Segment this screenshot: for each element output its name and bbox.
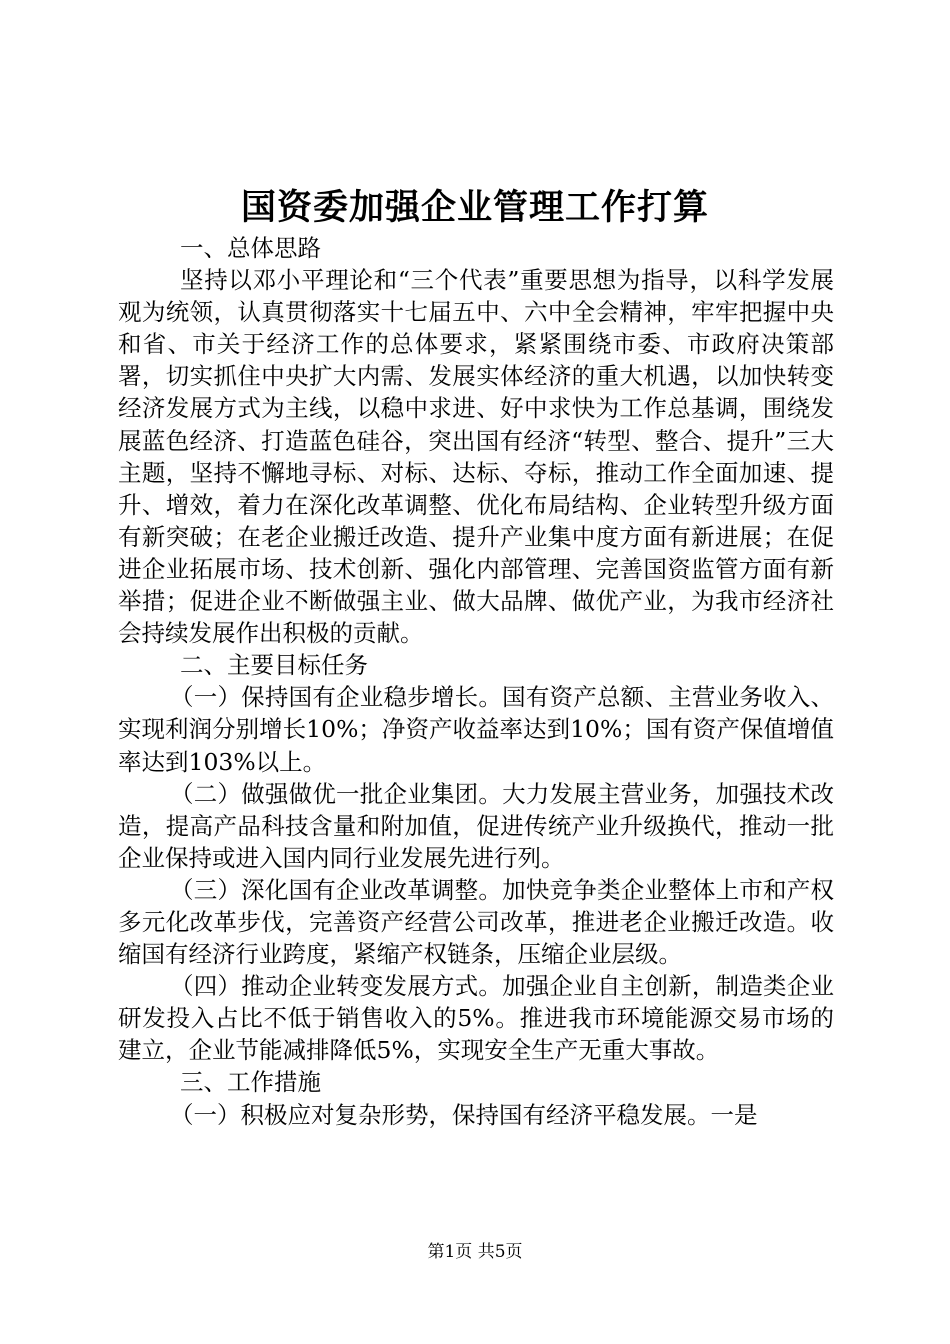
section-1-paragraph: 坚持以邓小平理论和“三个代表”重要思想为指导，以科学发展观为统领，认真贯彻落实十七届五中、六中全会精神，牢牢把握中央和省、市关于经济工作的总体要求，紧紧围绕市委、市政府决策部署，切实抓住中央扩大内需、发展实体经济的重大机遇，以加快转变经济发展方式为主线，以稳中求进、好中求快为工作总基调，围绕发展蓝色经济、打造蓝色硅谷，突出国有经济“转型、整合、提升”三大主题，坚持不懈地寻标、对标、达标、夺标，推动工作全面加速、提升、增效，着力在深化改革调整、优化布局结构、企业转型升级方面有新突破；在老企业搬迁改造、提升产业集中度方面有新进展；在促进企业拓展市场、技术创新、强化内部管理、完善国资监管方面有新举措；促进企业不断做强主业、做大品牌、做优产业，为我市经济社会持续发展作出积极的贡献。 [118, 266, 834, 648]
document-title: 国资委加强企业管理工作打算 [240, 187, 709, 228]
section-heading-3: 三、工作措施 [180, 1068, 321, 1097]
section-heading-2: 二、主要目标任务 [180, 651, 368, 680]
document-body [118, 232, 834, 1131]
section-2-item-2: （二）做强做优一批企业集团。大力发展主营业务，加强技术改造，提高产品科技含量和附加值，促进传统产业升级换代，推动一批企业保持或进入国内同行业发展先进行列。 [118, 779, 834, 872]
section-heading-1: 一、总体思路 [180, 234, 321, 262]
page-footer: 第1页 共5页 [427, 1242, 523, 1262]
section-3-item-1: （一）积极应对复杂形势，保持国有经济平稳发展。一是 [170, 1100, 758, 1129]
section-2-item-1: （一）保持国有企业稳步增长。国有资产总额、主营业务收入、实现利润分别增长10%；净资产收益率达到10%；国有资产保值增值率达到103%以上。 [118, 683, 834, 776]
section-2-item-3: （三）深化国有企业改革调整。加快竞争类企业整体上市和产权多元化改革步伐，完善资产经营公司改革，推进老企业搬迁改造。收缩国有经济行业跨度，紧缩产权链条，压缩企业层级。 [118, 875, 834, 969]
section-2-item-4: （四）推动企业转变发展方式。加强企业自主创新，制造类企业研发投入占比不低于销售收入的5%。推进我市环境能源交易市场的建立，企业节能减排降低5%，实现安全生产无重大事故。 [118, 972, 834, 1065]
